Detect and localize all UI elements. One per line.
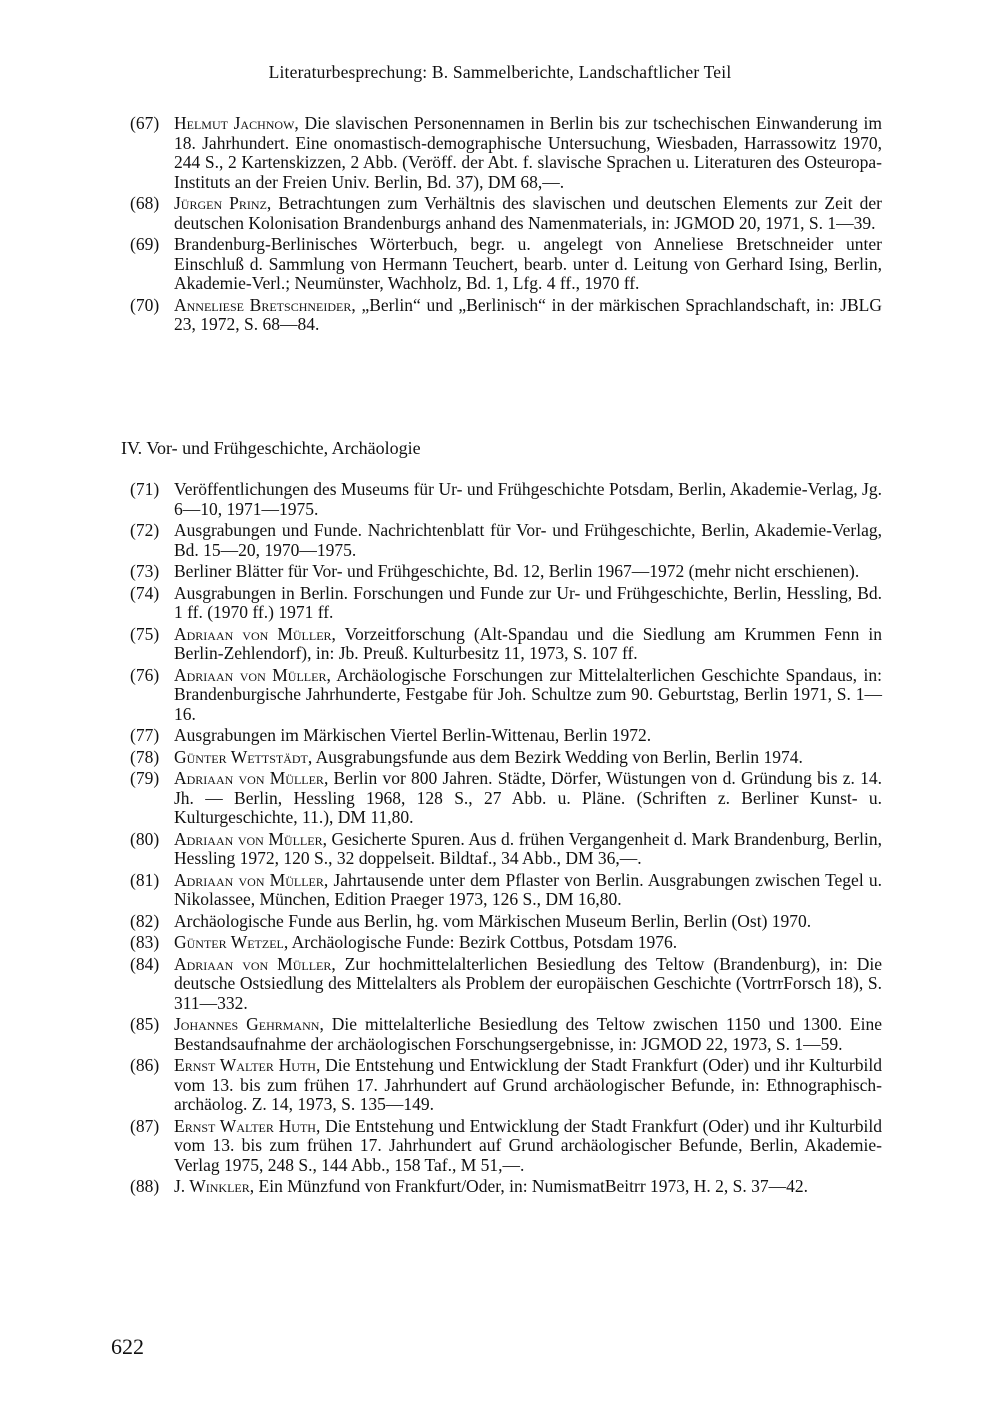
entry-text (174, 912, 882, 932)
entry-text (174, 871, 882, 910)
entry-text (174, 666, 882, 725)
entry-author: J. Winkler (174, 1176, 250, 1196)
bibliography-entry (130, 521, 882, 560)
entry-number: (69) (130, 234, 160, 254)
bibliography-entry (130, 562, 882, 582)
bibliography-list-bottom (130, 480, 882, 1199)
entry-body: Veröffentlichungen des Museums für Ur- und Frühgeschichte Potsdam, Berlin, Akademie-Verlag, Jg. 6—10, 1971—1975. (174, 479, 882, 519)
bibliography-entry (130, 871, 882, 910)
entry-number: (82) (130, 910, 160, 931)
entry-text (174, 1015, 882, 1054)
bibliography-entry (130, 114, 882, 192)
bibliography-entry (130, 625, 882, 664)
entry-body: , Betrachtungen zum Verhältnis des slavischen und deutschen Elements zur Zeit der deutschen Kolonisation Brandenburgs anhand des Namenmaterials, in: JGMOD 20, 1971, S. 1—39. (174, 193, 882, 233)
entry-author: Adriaan von Müller (174, 623, 332, 644)
entry-body: , Die Entstehung und Entwicklung der Stadt Frankfurt (Oder) und ihr Kulturbild vom 13. bis zum frühen 17. Jahrhundert auf Grund archäologischer Befunde, in: Ethnographisch-archäolog. Z. 14, 1973, S. 135—149. (174, 1055, 882, 1114)
entry-text (174, 235, 882, 294)
entry-body: , Ausgrabungsfunde aus dem Bezirk Wedding von Berlin, Berlin 1974. (307, 746, 803, 767)
entry-body: , Zur hochmittelalterlichen Besiedlung des Teltow (Brandenburg), in: Die deutsche Ostsiedlung des Mittelalters als Problem der europäischen Geschichte (VortrrForsch 18), S. 311—332. (174, 953, 882, 1013)
entry-body: , Die mittelalterliche Besiedlung des Teltow zwischen 1150 und 1300. Eine Bestandsaufnahme der archäologischen Forschungsergebnisse, in: JGMOD 22, 1973, S. 1—59. (174, 1014, 883, 1054)
entry-body: , Archäologische Funde: Bezirk Cottbus, Potsdam 1976. (283, 932, 678, 952)
entry-text (174, 933, 882, 953)
entry-number: (87) (130, 1115, 160, 1136)
entry-body: , Gesicherte Spuren. Aus d. frühen Vergangenheit d. Mark Brandenburg, Berlin, Hessling 1972, 120 S., 32 doppelseit. Bildtaf., 34 Abb., DM 36,—. (174, 828, 882, 868)
entry-author: Johannes Gehrmann (174, 1014, 320, 1034)
entry-body: , Jahrtausende unter dem Pflaster von Berlin. Ausgrabungen zwischen Tegel u. Nikolassee, München, Edition Praeger 1973, 126 S., DM 16,80. (174, 869, 882, 909)
entry-body: , Ein Münzfund von Frankfurt/Oder, in: NumismatBeitrr 1973, H. 2, S. 37—42. (249, 1176, 809, 1196)
bibliography-entry (130, 955, 882, 1014)
entry-text (174, 114, 882, 192)
entry-number: (73) (130, 561, 160, 581)
running-header: Literaturbesprechung: B. Sammelberichte, Landschaftlicher Teil (268, 62, 732, 82)
entry-text (174, 562, 882, 582)
entry-author: Günter Wetzel (174, 932, 284, 952)
entry-number: (67) (130, 113, 160, 133)
bibliography-entry (130, 584, 882, 623)
entry-body: , Archäologische Forschungen zur Mittelalterlichen Geschichte Spandaus, in: Brandenburgische Jahrhunderte, Festgabe für Joh. Schultze zum 90. Geburtstag, Berlin 1971, S. 1—16. (174, 664, 882, 724)
entry-number: (81) (130, 869, 160, 890)
entry-author: Ernst Walter Huth (174, 1055, 316, 1075)
entry-number: (83) (130, 932, 160, 952)
entry-number: (75) (130, 623, 160, 644)
entry-text (174, 1117, 882, 1176)
bibliography-entry (130, 296, 882, 335)
entry-text (174, 726, 882, 746)
entry-number: (71) (130, 479, 160, 499)
entry-number: (80) (130, 828, 160, 849)
bibliography-entry (130, 1015, 882, 1054)
bibliography-entry (130, 480, 882, 519)
entry-author: Adriaan von Müller (174, 869, 324, 890)
entry-body: , „Berlin“ und „Berlinisch“ in der märkischen Sprachlandschaft, in: JBLG 23, 1972, S. 68—84. (174, 294, 882, 334)
entry-number: (74) (130, 582, 160, 603)
bibliography-entry (130, 1117, 882, 1176)
section-heading: IV. Vor- und Frühgeschichte, Archäologie (121, 438, 421, 458)
bibliography-list-top (130, 114, 882, 337)
bibliography-entry (130, 666, 882, 725)
entry-body: Brandenburg-Berlinisches Wörterbuch, begr. u. angelegt von Anneliese Bretschneider unter Einschluß d. Sammlung von Hermann Teuchert, bearb. unter d. Leitung von Gerhard Ising, Berlin, Akademie-Verl.; Neumünster, Wachholz, Bd. 1, Lfg. 4 ff., 1970 ff. (174, 234, 882, 293)
bibliography-entry (130, 769, 882, 828)
entry-text (174, 480, 882, 519)
bibliography-entry (130, 194, 882, 233)
entry-body: , Berlin vor 800 Jahren. Städte, Dörfer, Wüstungen von d. Gründung bis z. 14. Jh. — Berlin, Hessling 1968, 128 S., 27 Abb. u. Pläne. (Schriften z. Berliner Kunst- u. Kulturgeschichte, 11.), DM 11,80. (174, 768, 882, 827)
entry-number: (70) (130, 294, 160, 315)
entry-number: (77) (130, 725, 160, 745)
entry-body: Ausgrabungen im Märkischen Viertel Berlin-Wittenau, Berlin 1972. (174, 725, 652, 745)
entry-text (174, 748, 882, 768)
bibliography-entry (130, 830, 882, 869)
entry-author: Adriaan von Müller (174, 768, 324, 788)
entry-number: (72) (130, 520, 160, 540)
entry-text (174, 296, 882, 335)
entry-number: (88) (130, 1176, 160, 1196)
entry-number: (85) (130, 1014, 160, 1034)
entry-body: Ausgrabungen in Berlin. Forschungen und Funde zur Ur- und Frühgeschichte, Berlin, Hessling, Bd. 1 ff. (1970 ff.) 1971 ff. (174, 582, 882, 622)
entry-number: (68) (130, 193, 160, 213)
entry-author: Anneliese Bretschneider (174, 294, 352, 315)
entry-text (174, 584, 882, 623)
entry-text (174, 955, 882, 1014)
entry-number: (79) (130, 768, 160, 788)
entry-author: Adriaan von Müller (174, 828, 323, 849)
bibliography-entry (130, 748, 882, 768)
entry-text (174, 625, 882, 664)
page-number: 622 (111, 1334, 144, 1359)
entry-author: Günter Wettstädt (174, 746, 308, 767)
entry-body: , Die slavischen Personennamen in Berlin bis zur tschechischen Einwanderung im 18. Jahrhundert. Eine onomastisch-demographische Untersuchung, Wiesbaden, Harrassowitz 1970, 244 S., 2 Kartenskizzen, 2 Abb. (Veröff. der Abt. f. slavische Sprachen u. Literaturen des Osteuropa-Instituts an der Freien Univ. Berlin, Bd. 37), DM 68,—. (174, 113, 882, 192)
entry-author: Jürgen Prinz (174, 193, 267, 213)
entry-body: , Vorzeitforschung (Alt-Spandau und die Siedlung am Krummen Fenn in Berlin-Zehlendorf), in: Jb. Preuß. Kulturbesitz 11, 1973, S. 107 ff. (174, 623, 882, 663)
entry-author: Adriaan von Müller (174, 664, 327, 685)
bibliography-entry (130, 912, 882, 932)
entry-text (174, 1056, 882, 1115)
bibliography-entry (130, 235, 882, 294)
entry-number: (86) (130, 1055, 160, 1075)
bibliography-entry (130, 1177, 882, 1197)
entry-body: Ausgrabungen und Funde. Nachrichtenblatt für Vor- und Frühgeschichte, Berlin, Akademie-Verlag, Bd. 15—20, 1970—1975. (174, 520, 882, 560)
bibliography-entry (130, 726, 882, 746)
entry-body: Archäologische Funde aus Berlin, hg. vom Märkischen Museum Berlin, Berlin (Ost) 1970. (174, 910, 812, 931)
entry-number: (78) (130, 746, 160, 767)
entry-text (174, 521, 882, 560)
entry-text (174, 830, 882, 869)
entry-author: Ernst Walter Huth (174, 1115, 316, 1136)
entry-number: (84) (130, 953, 160, 974)
entry-body: , Die Entstehung und Entwicklung der Stadt Frankfurt (Oder) und ihr Kulturbild vom 13. bis zum frühen 17. Jahrhundert auf Grund archäologischer Befunde, Berlin, Akademie-Verlag 1975, 248 S., 144 Abb., 158 Taf., M 51,—. (174, 1115, 882, 1175)
entry-body: Berliner Blätter für Vor- und Frühgeschichte, Bd. 12, Berlin 1967—1972 (mehr nicht erschienen). (174, 561, 860, 581)
entry-number: (76) (130, 664, 160, 685)
entry-text (174, 769, 882, 828)
entry-author: Helmut Jachnow (174, 113, 295, 133)
entry-text (174, 194, 882, 233)
entry-text (174, 1177, 882, 1197)
bibliography-entry (130, 933, 882, 953)
bibliography-entry (130, 1056, 882, 1115)
entry-author: Adriaan von Müller (174, 953, 332, 974)
